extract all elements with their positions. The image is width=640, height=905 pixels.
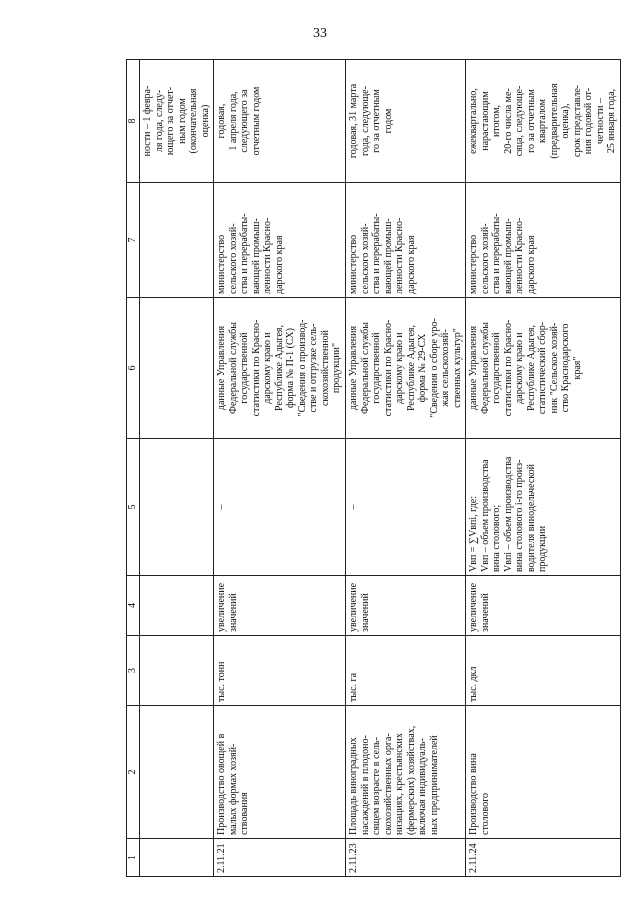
row-unit: тыс. дкл <box>466 636 621 706</box>
column-number-row <box>127 60 140 877</box>
page-number: 33 <box>313 26 327 41</box>
row-code <box>140 839 214 877</box>
column-number: 7 <box>127 183 140 298</box>
column-number: 4 <box>127 576 140 636</box>
row-responsible: министерство сельского хозяй- ства и перерабаты- вающей промыш- ленности Красно- дарского края <box>346 183 466 298</box>
row-source: данные Управления Федеральной службы государственной статистики по Красно- дарскому краю и Республике Адыгея, форма № П-1 (СХ) "Сведения о производ- стве и отгрузке сель- скохозяйственной продукции" <box>214 298 346 439</box>
row-direction: увеличение значений <box>346 576 466 636</box>
row-code: 2.11.23 <box>346 839 466 877</box>
row-name: Производство овощей в малых формах хозяй- ствования <box>214 706 346 839</box>
row-unit: тыс. га <box>346 636 466 706</box>
row-direction: увеличение значений <box>466 576 621 636</box>
row-formula: Vвп = ∑Vвпi, где: Vвп – объем производства вина столового; Vвпi – объем производства вина столового i-го произ- водителя винодельческой продукции <box>466 439 621 576</box>
column-number: 2 <box>127 706 140 839</box>
row-source <box>140 298 214 439</box>
rotated-table-container <box>126 60 617 877</box>
table-row-continuation <box>140 60 214 877</box>
column-number: 6 <box>127 298 140 439</box>
column-number: 3 <box>127 636 140 706</box>
row-code: 2.11.21 <box>214 839 346 877</box>
column-number: 1 <box>127 839 140 877</box>
column-number: 8 <box>127 60 140 183</box>
row-unit: тыс. тонн <box>214 636 346 706</box>
row-name <box>140 706 214 839</box>
row-code: 2.11.24 <box>466 839 621 877</box>
row-name: Производство вина столового <box>466 706 621 839</box>
row-unit <box>140 636 214 706</box>
row-responsible: министерство сельского хозяй- ства и перерабаты- вающей промыш- ленности Красно- дарского края <box>214 183 346 298</box>
row-formula: – <box>346 439 466 576</box>
row-source: данные Управления Федеральной службы государственной статистики по Красно- дарскому краю и Республике Адыгея, статистический сбор- ник "Сельское хозяй- ство Краснодарского края" <box>466 298 621 439</box>
row-responsible: министерство сельского хозяй- ства и перерабаты- вающей промыш- ленности Красно- дарского края <box>466 183 621 298</box>
row-name: Площадь виноградных насаждений в плодоно- сящем возрасте в сель- скохозяйственных орга- низациях, крестьянских (фермерских) хозяйствах, включая индивидуаль- ных предпринимателей <box>346 706 466 839</box>
row-deadline: годовая, 31 марта года, следующе- го за отчетным годом <box>346 60 466 183</box>
row-formula: – <box>214 439 346 576</box>
row-direction: увеличение значений <box>214 576 346 636</box>
row-formula <box>140 439 214 576</box>
indicators-table <box>126 59 621 877</box>
table-row <box>214 60 346 877</box>
row-source: данные Управления Федеральной службы государственной статистики по Красно- дарскому краю и Республике Адыгея, форма № 29-СХ "Сведения о сборе уро- жая сельскохозяй- ственных культур" <box>346 298 466 439</box>
row-responsible <box>140 183 214 298</box>
row-deadline: ежеквартально, нарастающим итогом, 20-го числа ме- сяца, следующе- го за отчетным кварталом (предварительная оценка), срок представле- ния годовой от- четности – 25 января года, <box>466 60 621 183</box>
column-number: 5 <box>127 439 140 576</box>
table-row <box>466 60 621 877</box>
table-row <box>346 60 466 877</box>
row-deadline: ности – 1 февра- ля года, следу- ющего за отчет- ным годом (окончательная оценка) <box>140 60 214 183</box>
row-direction <box>140 576 214 636</box>
row-deadline: годовая, 1 апреля года, следующего за отчетным годом <box>214 60 346 183</box>
